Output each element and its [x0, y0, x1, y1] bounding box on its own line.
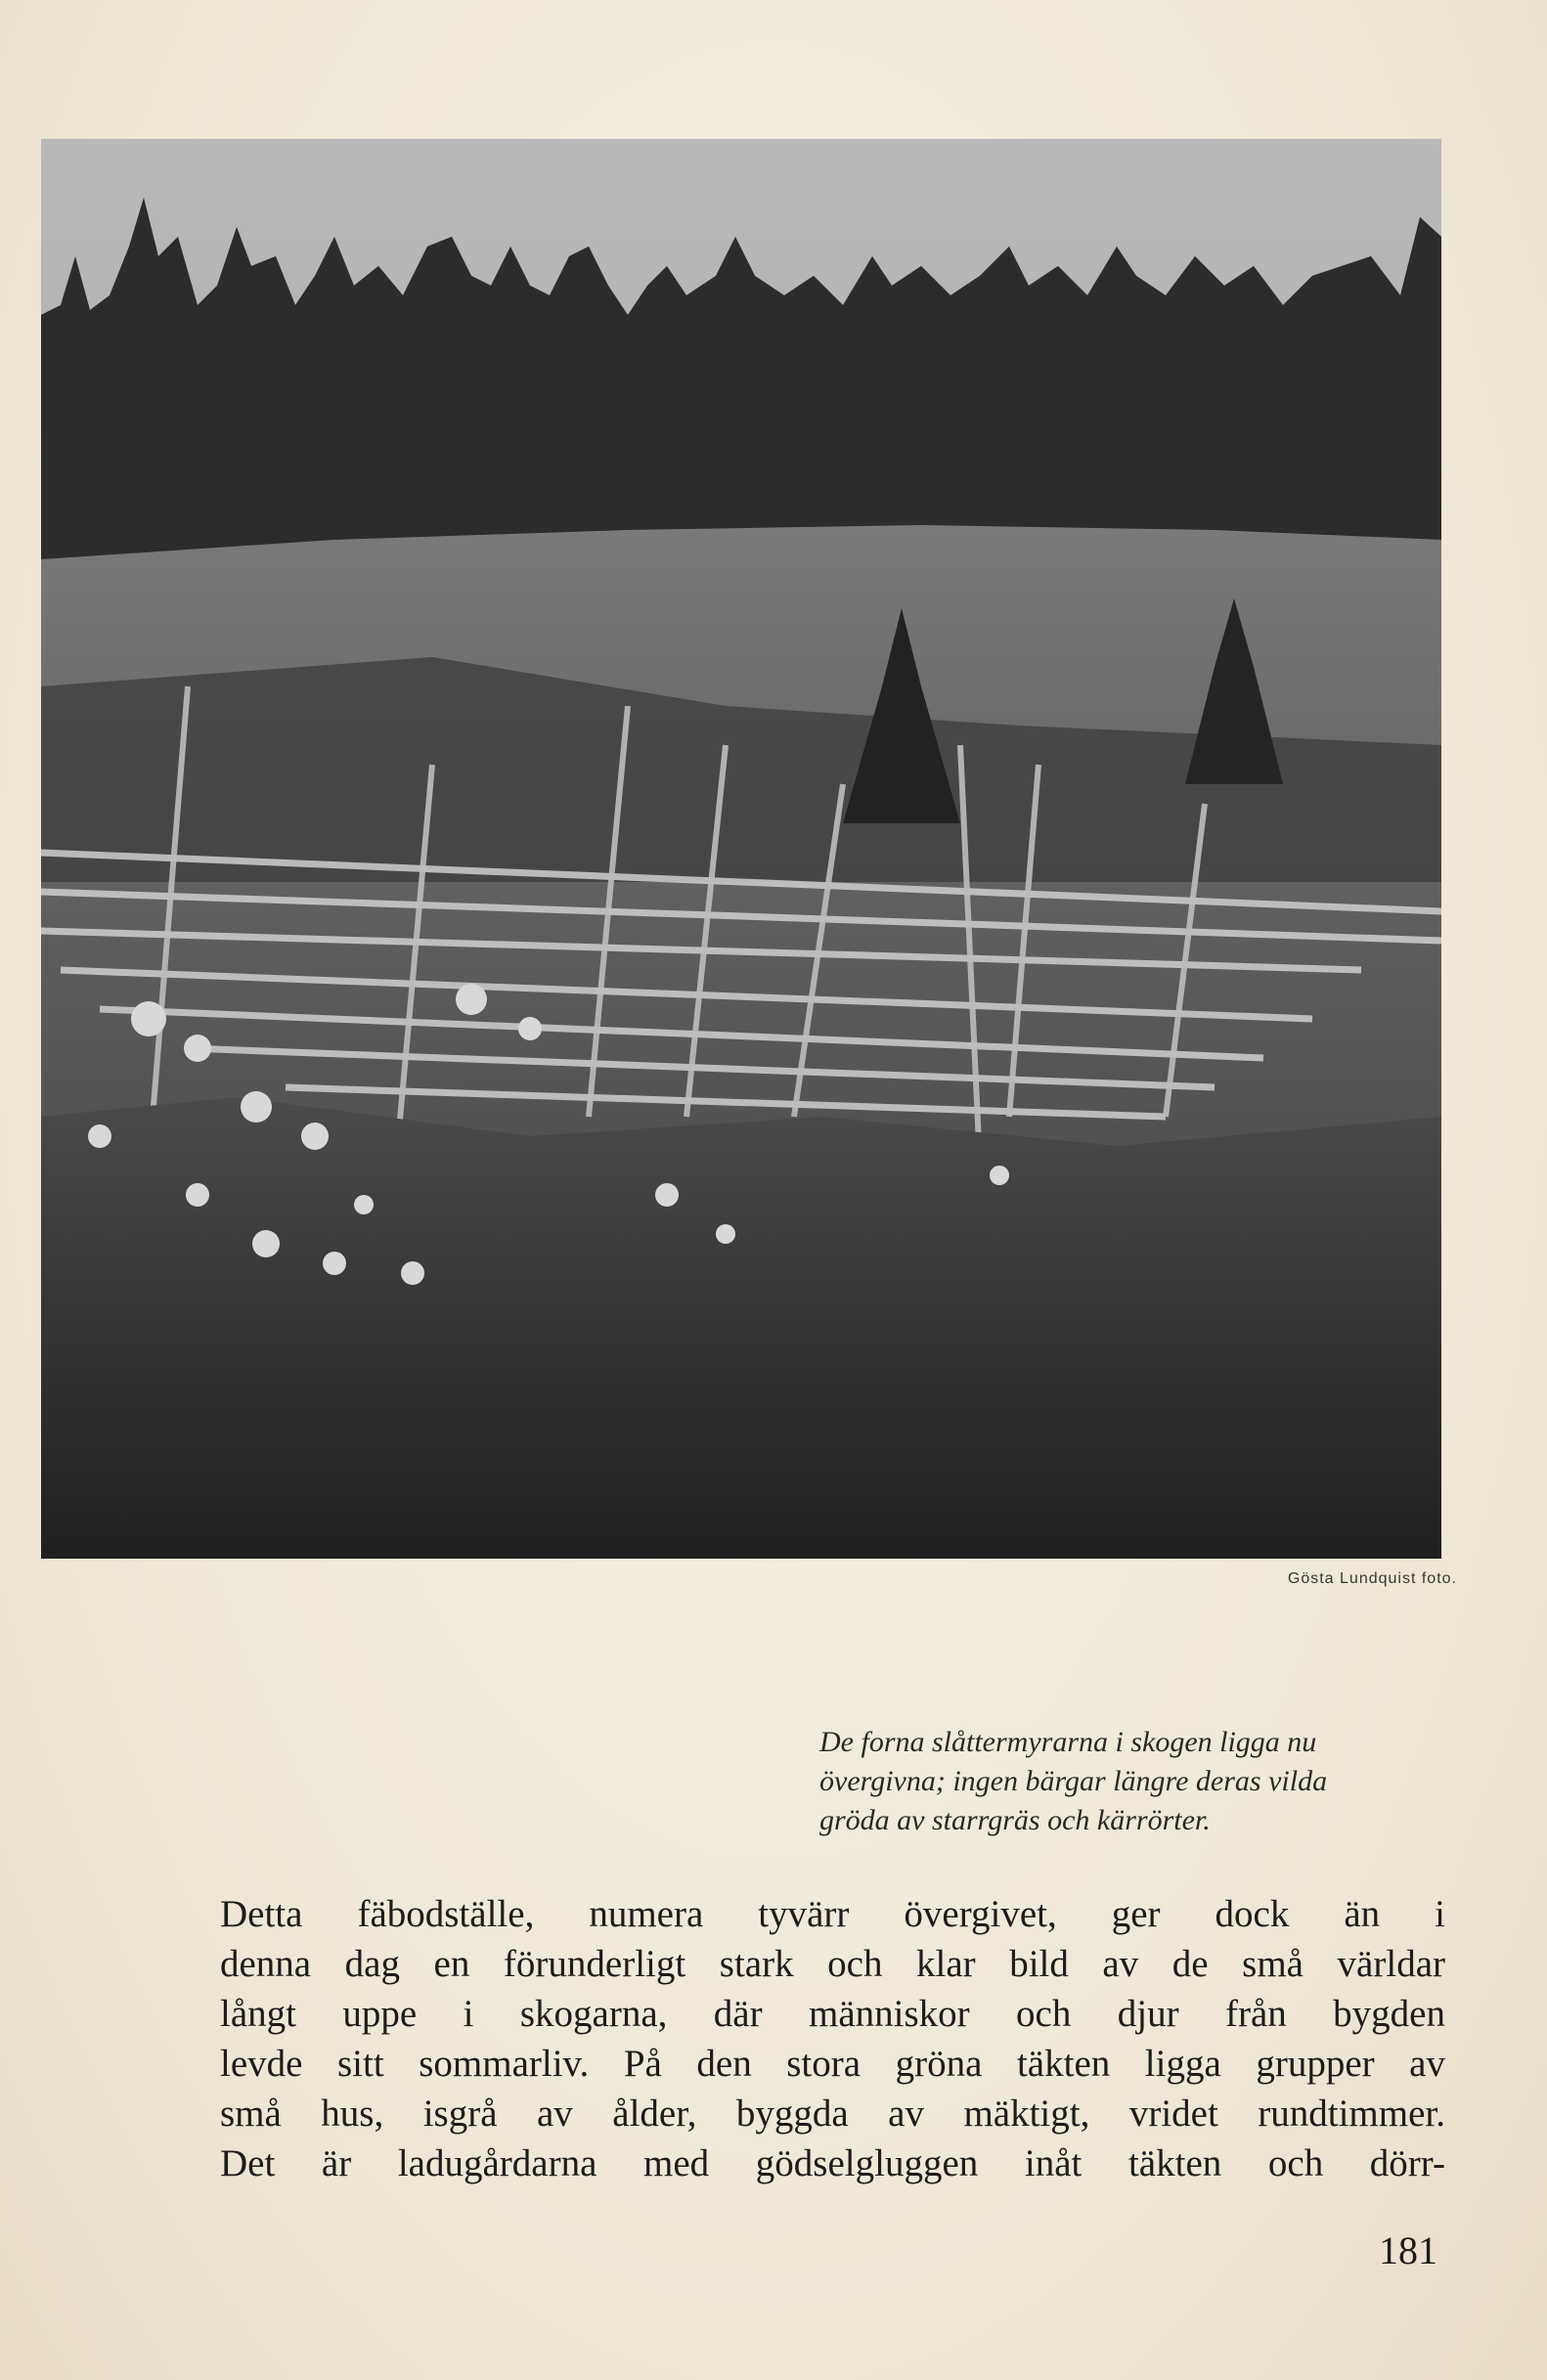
landscape-photo — [41, 139, 1441, 1559]
body-paragraph — [220, 1889, 1445, 2188]
body-line: små hus, isgrå av ålder, byggda av mäktigt, vridet rundtimmer. — [220, 2093, 1445, 2135]
body-line: Det är ladugårdarna med gödselgluggen inåt täkten och dörr- — [220, 2142, 1445, 2184]
body-line: levde sitt sommarliv. På den stora gröna täkten ligga grupper av — [220, 2043, 1445, 2085]
foreground-grass — [41, 1097, 1441, 1559]
caption-line: övergivna; ingen bärgar längre deras vilda — [819, 1765, 1328, 1797]
caption-line: De forna slåttermyrarna i skogen ligga nu — [819, 1726, 1317, 1758]
caption-line: gröda av starrgräs och kärrörter. — [819, 1804, 1211, 1836]
photo-caption — [819, 1723, 1445, 1840]
body-line: denna dag en förunderligt stark och klar bild av de små världar — [220, 1943, 1445, 1985]
photo-credit: Gösta Lundquist foto. — [1287, 1570, 1457, 1587]
page-number: 181 — [1379, 2228, 1437, 2272]
body-line: långt uppe i skogarna, där människor och djur från bygden — [220, 1993, 1445, 2035]
photo-illustration — [41, 139, 1441, 1559]
body-line: Detta fäbodställe, numera tyvärr övergivet, ger dock än i — [220, 1893, 1445, 1935]
